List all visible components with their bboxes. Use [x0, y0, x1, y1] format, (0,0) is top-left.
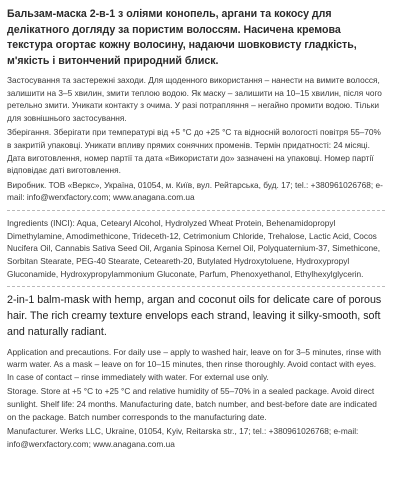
divider-bottom [7, 286, 385, 287]
english-section [7, 293, 385, 450]
english-storage: Storage. Store at +5 °C to +25 °C and relative humidity of 55–70% in a sealed package. Avoid direct sunlight. Shelf life: 24 months. Manufacturing date, batch number, and best-before date are indicated on the package. Batch number corresponds to the manufacturing date. [7, 386, 377, 422]
ukrainian-storage: Зберігання. Зберігати при температурі від +5 °С до +25 °С та відносній вологості повітря 55–70% в закритій упаковці. Уникати впливу прямих сонячних променів. Термін придатності: 24 місяці. Дата виготовлення, номер партії та дата «Використати до» зазначені на упаковці. Номер партії відповідає даті виготовлення. [7, 127, 381, 176]
ukrainian-manufacturer: Виробник. ТОВ «Веркс», Україна, 01054, м. Київ, вул. Рейтарська, буд. 17; tel.: +380961026768; e-mail: info@werxfactory.com; www.anagana.com.ua [7, 179, 383, 203]
english-manufacturer: Manufacturer. Werks LLC, Ukraine, 01054, Kyiv, Reitarska str., 17; tel.: +380961026768; e-mail: info@werxfactory.com; www.anagana.com.ua [7, 426, 359, 449]
ingredients-list: Ingredients (INCI): Aqua, Cetearyl Alcohol, Hydrolyzed Wheat Protein, Behenamidopropyl Dimethylamine, Amodimethicone, Trideceth-12, Cetrimonium Chloride, Trehalose, Lactic Acid, Cocos Nucifera Oil, Cannabis Sativa Seed Oil, Argania Spinosa Kernel Oil, Polyquaternium-37, Simethicone, Sorbitan Stearate, PEG-40 Stearate, Ceteareth-20, Butylated Hydroxytoluene, Hydroxypropyl Gluconamide, Hydroxypropylammonium Gluconate, Parfum, Phenoxyethanol, Ethylhexylglycerin. [7, 217, 381, 279]
english-usage: Application and precautions. For daily use – apply to washed hair, leave on for 3–5 minutes, rinse with warm water. As a mask – leave on for 10–15 minutes, then rinse thoroughly. Avoid contact with eyes. In case of contact – rinse immediately with water. For external use only. [7, 346, 382, 382]
ukrainian-section [7, 7, 385, 204]
ingredients-section [7, 217, 385, 281]
ukrainian-headline: Бальзам-маска 2-в-1 з оліями конопель, аргани та кокосу для делікатного догляду за пористим волоссям. Насичена кремова текстура огортає кожну волосину, надаючи шовковисту гладкість, м'якість і витончений природний блиск. [7, 8, 357, 67]
divider-top [7, 210, 385, 211]
english-headline: 2-in-1 balm-mask with hemp, argan and coconut oils for delicate care of porous hair. The rich creamy texture envelops each strand, leaving it silky-smooth, soft and naturally radiant. [7, 294, 382, 338]
ukrainian-usage: Застосування та застережні заходи. Для щоденного використання – нанести на вимите волосся, залишити на 3–5 хвилин, змити теплою водою. Як маску – залишити на 10–15 хвилин, після чого ретельно змити. Уникати контакту з очима. У разі потрапляння – негайно промити водою. Тільки для зовнішнього застосування. [7, 75, 382, 123]
